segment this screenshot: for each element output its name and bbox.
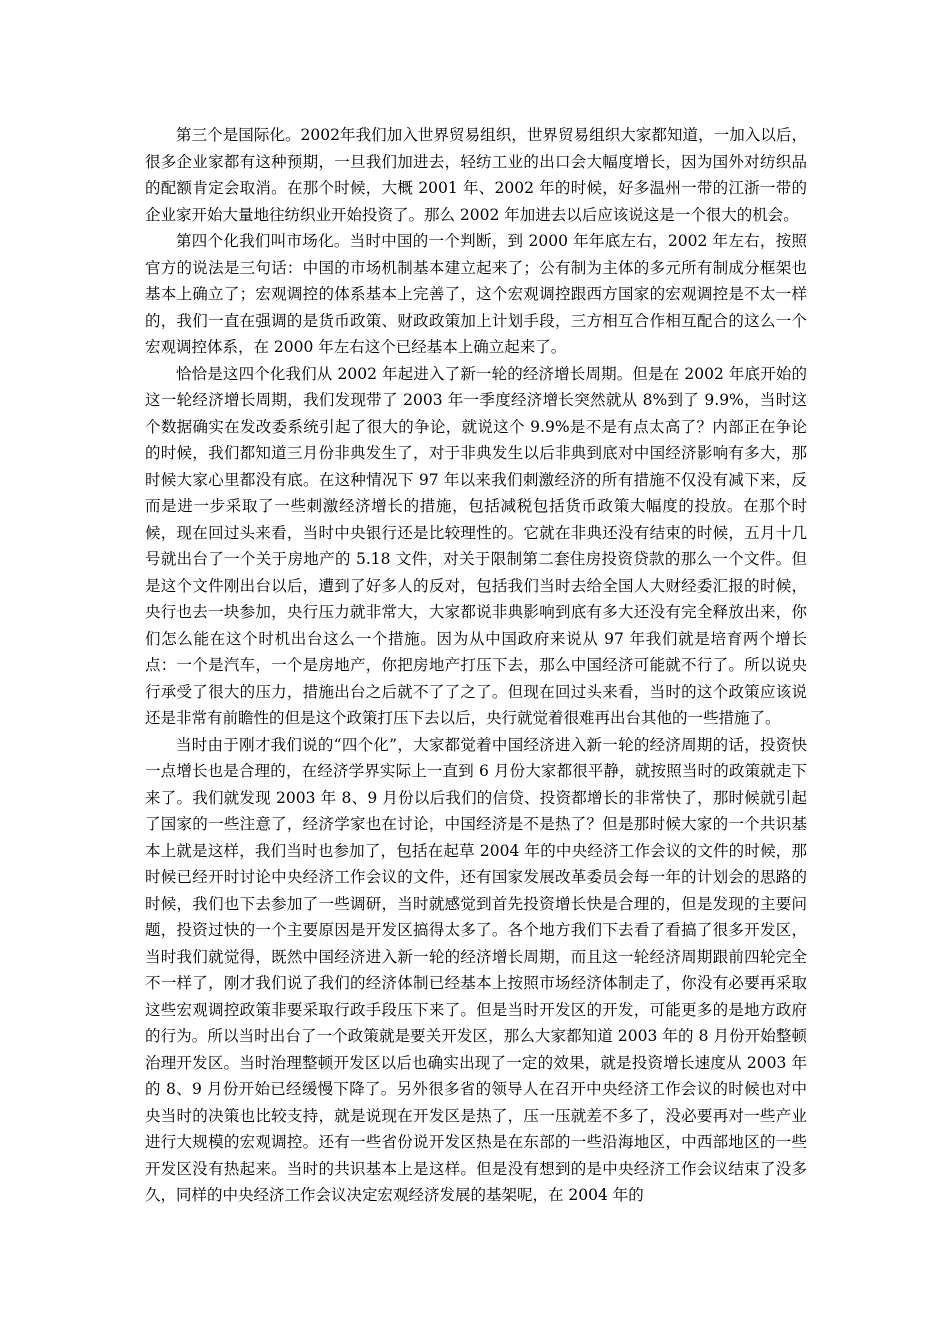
- paragraph-marketization: 第四个化我们叫市场化。当时中国的一个判断，到 2000 年年底左右，2002 年左右，按照官方的说法是三句话：中国的市场机制基本建立起来了；公有制为主体的多元所有制成分框架也基本上确立了；宏观调控的体系基本上完善了，这个宏观调控跟西方国家的宏观调控是不太一样的，我们一直在强调的是货币政策、财政政策加上计划手段，三方相互合作相互配合的这么一个宏观调控体系，在 2000 年左右这个已经基本上确立起来了。: [145, 232, 807, 356]
- paragraph-investment-development-zones: 当时由于刚才我们说的“四个化”，大家都觉着中国经济进入新一轮的经济周期的话，投资快一点增长也是合理的，在经济学界实际上一直到 6 月份大家都很平静，就按照当时的政策就走下来了。我们就发现 2003 年 8、9 月份以后我们的信贷、投资都增长的非常快了，那时候就引起了国家的一些注意了，经济学家也在讨论，中国经济是不是热了？但是那时候大家的一个共识基本上就是这样，我们当时也参加了，包括在起草 2004 年的中央经济工作会议的文件的时候，那时候已经开时讨论中央经济工作会议的文件，还有国家发展改革委员会每一年的计划会的思路的时候，我们也下去参加了一些调研，当时就感觉到首先投资增长快是合理的，但是发现的主要问题，投资过快的一个主要原因是开发区搞得太多了。各个地方我们下去看了看搞了很多开发区，当时我们就觉得，既然中国经济进入新一轮的经济增长周期，而且这一轮经济周期跟前四轮完全不一样了，刚才我们说了我们的经济体制已经基本上按照市场经济体制走了，你没有必要再采取这些宏观调控政策非要采取行政手段压下来了。但是当时开发区的开发，可能更多的是地方政府的行为。所以当时出台了一个政策就是要关开发区，那么大家都知道 2003 年的 8 月份开始整顿治理开发区。当时治理整顿开发区以后也确实出现了一定的效果，就是投资增长速度从 2003 年的 8、9 月份开始已经缓慢下降了。另外很多省的领导人在召开中央经济工作会议的时候也对中央当时的决策也比较支持，就是说现在开发区是热了，压一压就差不多了，没必要再对一些产业进行大规模的宏观调控。还有一些省份说开发区热是在东部的一些沿海地区，中西部地区的一些开发区没有热起来。当时的共识基本上是这样。但是没有想到的是中央经济工作会议结束了没多久，同样的中央经济工作会议决定宏观经济发展的基架呢，在 2004 年的: [145, 735, 807, 1204]
- paragraph-internationalization: 第三个是国际化。2002年我们加入世界贸易组织，世界贸易组织大家都知道，一加入以后，很多企业家都有这种预期，一旦我们加进去，轻纺工业的出口会大幅度增长，因为国外对纺织品的配额肯定会取消。在那个时候，大概 2001 年、2002 年的时候，好多温州一带的江浙一带的企业家开始大量地往纺织业开始投资了。那么 2002 年加进去以后应该说这是一个很大的机会。: [145, 126, 807, 224]
- paragraph-growth-cycle: 恰恰是这四个化我们从 2002 年起进入了新一轮的经济增长周期。但是在 2002 年底开始的这一轮经济增长周期，我们发现带了 2003 年一季度经济增长突然就从 8%到了 9.9%，当时这个数据确实在发改委系统引起了很大的争论，就说这个 9.9%是不是有点太高了？内部正在争论的时候，我们都知道三月份非典发生了，对于非典发生以后非典到底对中国经济影响有多大，那时候大家心里都没有底。在这种情况下 97 年以来我们刺激经济的所有措施不仅没有减下来，反而是进一步采取了一些刺激经济增长的措施，包括减税包括货币政策大幅度的投放。在那个时候，现在回过头来看，当时中央银行还是比较理性的。它就在非典还没有结束的时候，五月十几号就出台了一个关于房地产的 5.18 文件，对关于限制第二套住房投资贷款的那么一个文件。但是这个文件刚出台以后，遭到了好多人的反对，包括我们当时去给全国人大财经委汇报的时候，央行也去一块参加，央行压力就非常大，大家都说非典影响到底有多大还没有完全释放出来，你们怎么能在这个时机出台这么一个措施。因为从中国政府来说从 97 年我们就是培育两个增长点：一个是汽车，一个是房地产，你把房地产打压下去，那么中国经济可能就不行了。所以说央行承受了很大的压力，措施出台之后就不了了之了。但现在回过头来看，当时的这个政策应该说还是非常有前瞻性的但是这个政策打压下去以后，央行就觉着很难再出台其他的一些措施了。: [145, 364, 807, 727]
- document-body: [145, 122, 807, 1209]
